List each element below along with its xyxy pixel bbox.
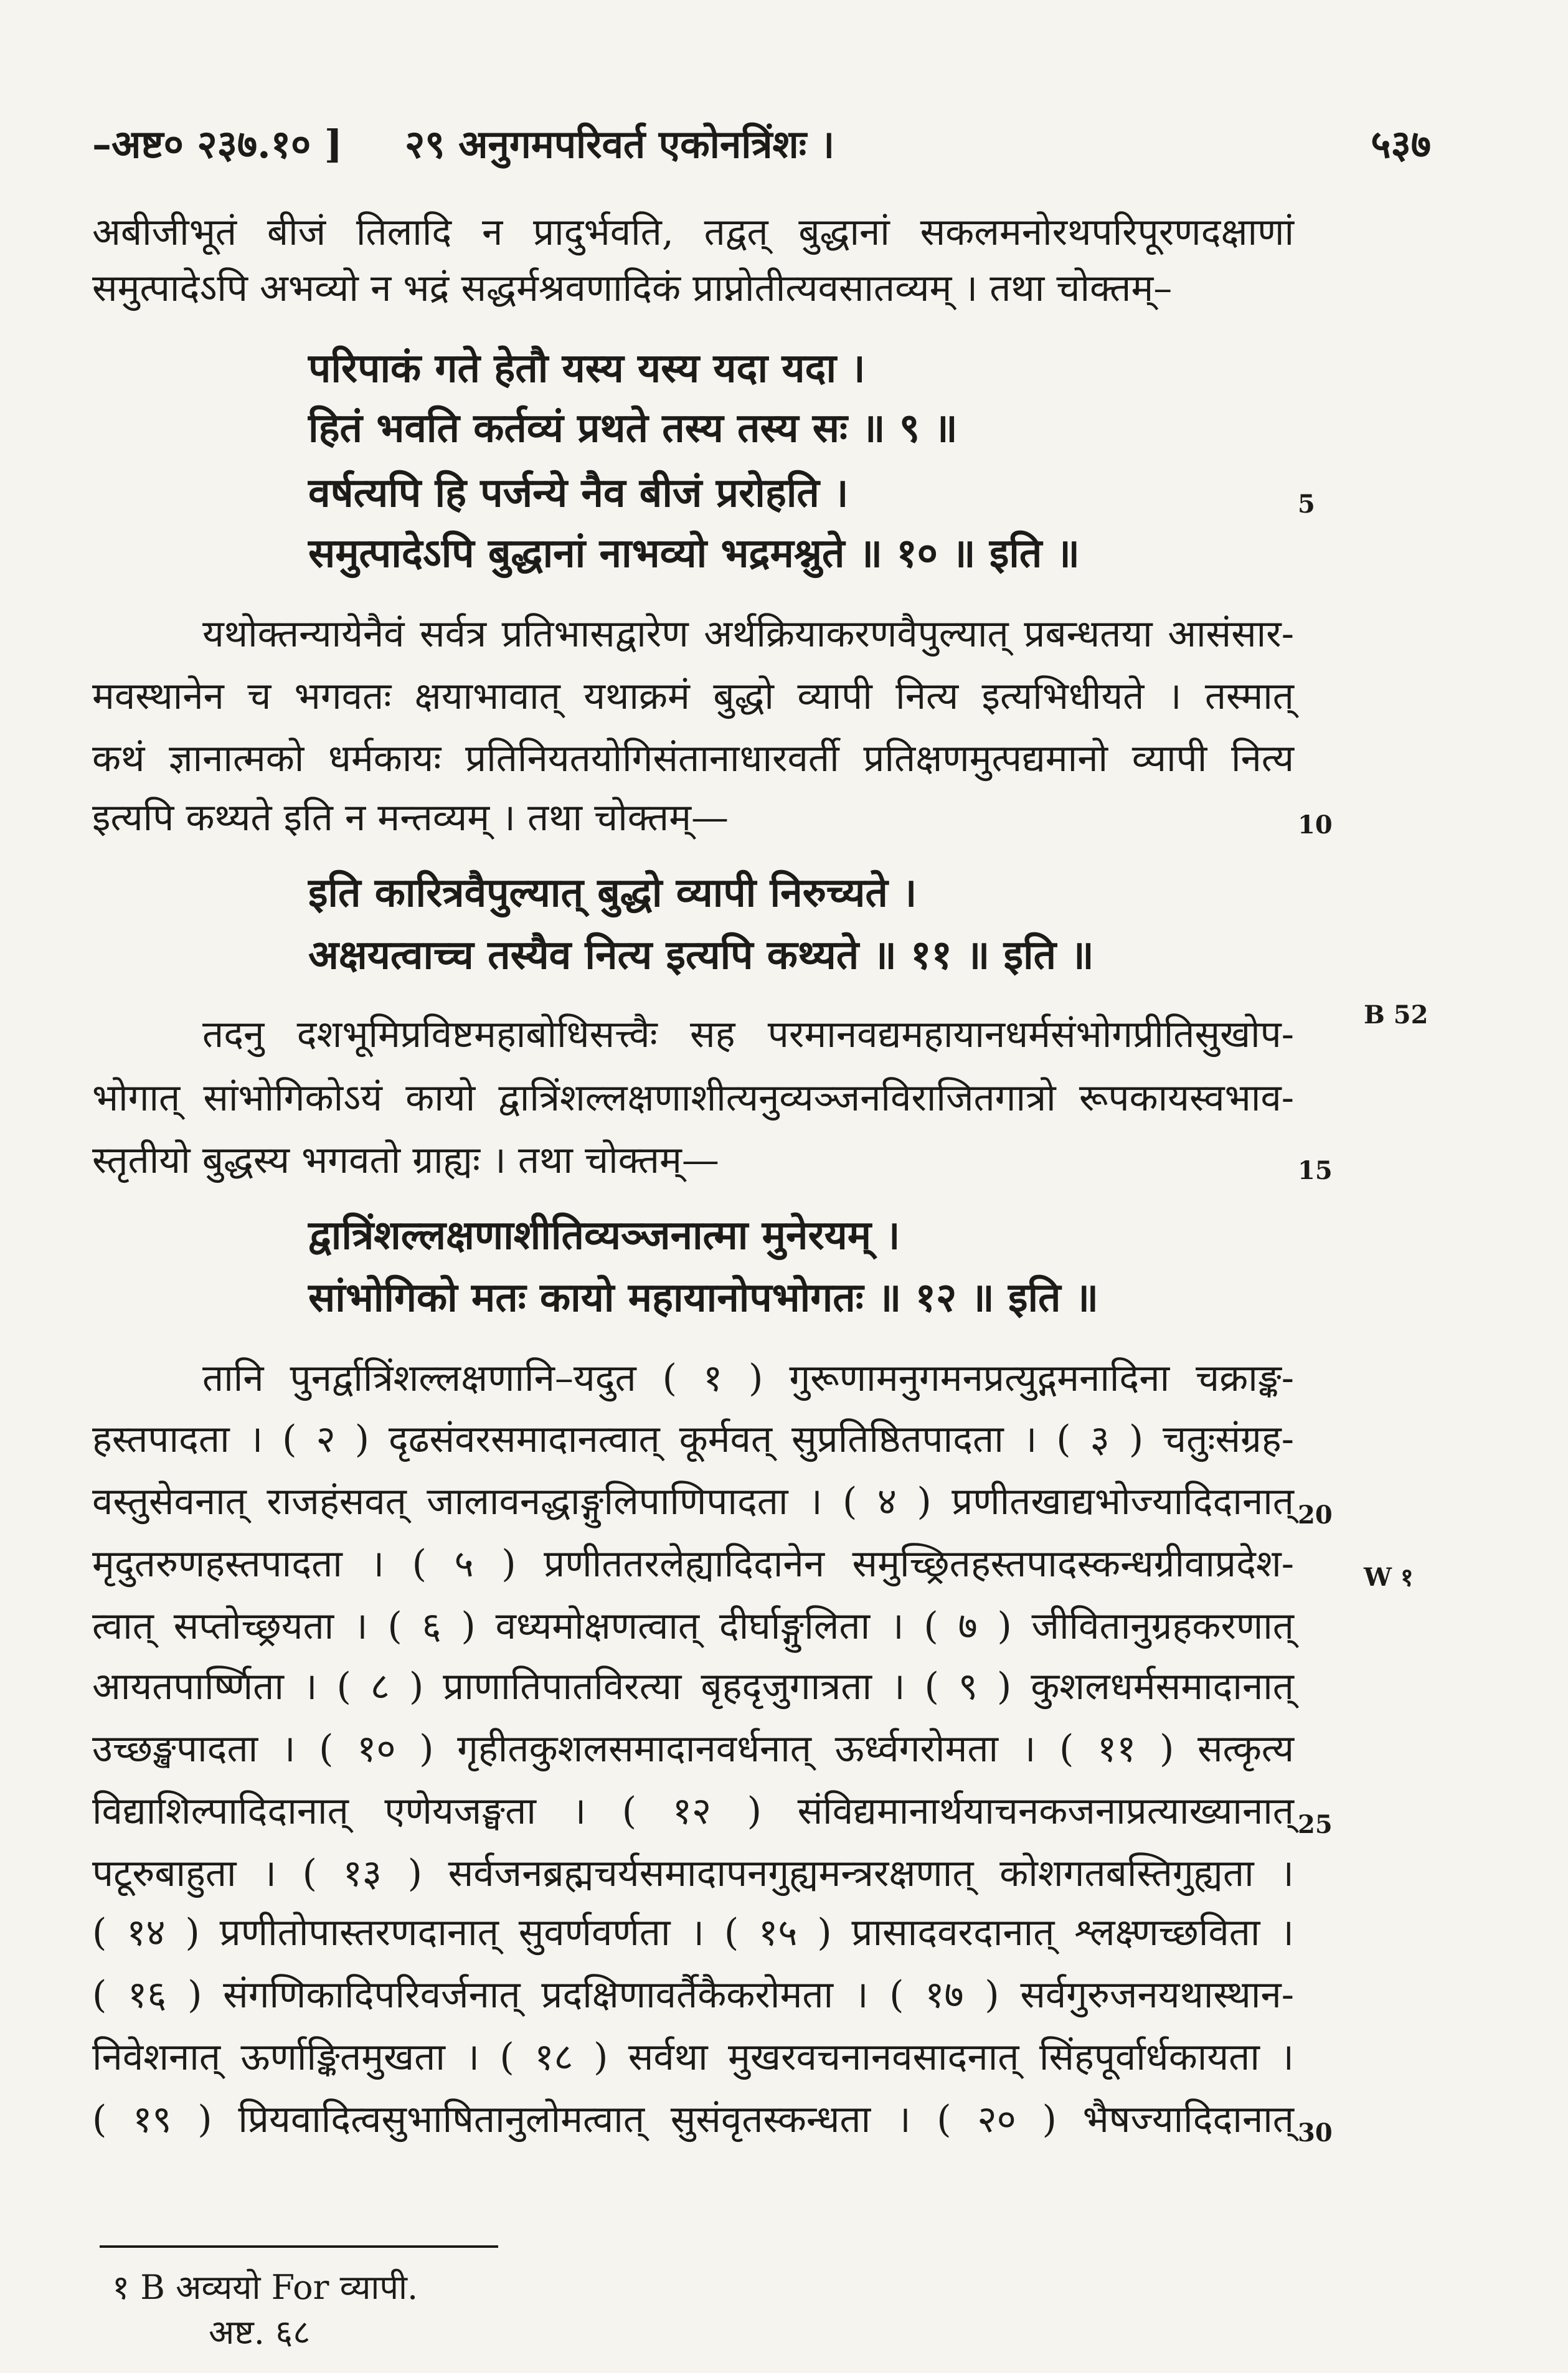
para4-line11: ( १६ ) संगणिकादिपरिवर्जनात् प्रदक्षिणावर्तैकैकरोमता । ( १७ ) सर्वगुरुजनयथास्थान- bbox=[92, 1973, 1294, 2017]
margin-line-number: 5 bbox=[1298, 490, 1315, 519]
verse1-line1: परिपाकं गते हेतौ यस्य यस्य यदा यदा । bbox=[308, 345, 866, 392]
para1-line2: समुत्पादेऽपि अभव्यो न भद्रं सद्धर्मश्रवणादिकं प्राप्नोतीत्यवसातव्यम् । तथा चोक्तम्– bbox=[92, 267, 1173, 310]
margin-line-number: 25 bbox=[1298, 1810, 1333, 1839]
header-chapter-title: २९ अनुगमपरिवर्त एकोनत्रिंशः । bbox=[405, 121, 835, 167]
margin-line-number: 30 bbox=[1298, 2118, 1333, 2148]
verse3-line2: सांभोगिको मतः कायो महायानोपभोगतः ॥ १२ ॥ इति ॥ bbox=[308, 1274, 1099, 1321]
para2-line1: यथोक्तन्यायेनैवं सर्वत्र प्रतिभासद्वारेण अर्थक्रियाकरणवैपुल्यात् प्रबन्धतया आसंसार- bbox=[202, 612, 1294, 656]
para2-line3: कथं ज्ञानात्मको धर्मकायः प्रतिनियतयोगिसंतानाधारवर्ती प्रतिक्षणमुत्पद्यमानो व्यापी नित्य bbox=[92, 737, 1294, 780]
para4-line13: ( १९ ) प्रियवादित्वसुभाषितानुलोमत्वात् सुसंवृतस्कन्धता । ( २० ) भैषज्यादिदानात् bbox=[92, 2098, 1294, 2141]
header-page-number: ५३७ bbox=[1371, 121, 1431, 167]
para4-line2: हस्तपादता । ( २ ) दृढसंवरसमादानत्वात् कूर्मवत् सुप्रतिष्ठितपादता । ( ३ ) चतुःसंग्रह- bbox=[92, 1418, 1294, 1461]
para4-line12: निवेशनात् ऊर्णाङ्कितमुखता । ( १८ ) सर्वथा मुखरवचनानवसादनात् सिंहपूर्वार्धकायता । bbox=[92, 2035, 1294, 2079]
verse1-line3: वर्षत्यपि हि पर्जन्ये नैव बीजं प्ररोहति । bbox=[308, 470, 849, 516]
side-ref-w1: W १ bbox=[1364, 1563, 1414, 1592]
verse1-line2: हितं भवति कर्तव्यं प्रथते तस्य तस्य सः ॥ ९ ॥ bbox=[308, 405, 958, 452]
footnote-rule bbox=[100, 2245, 498, 2248]
para4-line3: वस्तुसेवनात् राजहंसवत् जालावनद्धाङ्गुलिपाणिपादता । ( ४ ) प्रणीतखाद्यभोज्यादिदानात् bbox=[92, 1480, 1294, 1523]
footnote-line2: अष्ट. ६८ bbox=[209, 2313, 311, 2352]
para1-line1: अबीजीभूतं बीजं तिलादि न प्रादुर्भवति, तद्वत् बुद्धानां सकलमनोरथपरिपूरणदक्षाणां bbox=[92, 211, 1294, 254]
verse1-line4: समुत्पादेऽपि बुद्धानां नाभव्यो भद्रमश्नुते ॥ १० ॥ इति ॥ bbox=[308, 530, 1080, 577]
verse2-line2: अक्षयत्वाच्च तस्यैव नित्य इत्यपि कथ्यते ॥ ११ ॥ इति ॥ bbox=[308, 932, 1094, 978]
verse2-line1: इति कारित्रवैपुल्यात् बुद्धो व्यापी निरुच्यते । bbox=[308, 869, 917, 916]
para2-line2: मवस्थानेन च भगवतः क्षयाभावात् यथाक्रमं बुद्धो व्यापी नित्य इत्यभिधीयते । तस्मात् bbox=[92, 675, 1294, 718]
verse3-line1: द्वात्रिंशल्लक्षणाशीतिव्यञ्जनात्मा मुनेरयम् । bbox=[308, 1212, 900, 1259]
footnote-line1: १ B अव्ययो For व्यापी. bbox=[112, 2268, 418, 2307]
para4-line1: तानि पुनर्द्वात्रिंशल्लक्षणानि–यदुत ( १ ) गुरूणामनुगमनप्रत्युद्गमनादिना चक्राङ्क- bbox=[202, 1357, 1294, 1400]
para4-line7: उच्छङ्खपादता । ( १० ) गृहीतकुशलसमादानवर्धनात् ऊर्ध्वगरोमता । ( ११ ) सत्कृत्य bbox=[92, 1727, 1294, 1771]
para4-line4: मृदुतरुणहस्तपादता । ( ५ ) प्रणीततरलेह्यादिदानेन समुच्छ्रितहस्तपादस्कन्धग्रीवाप्रदेश- bbox=[92, 1542, 1294, 1586]
para3-line2: भोगात् सांभोगिकोऽयं कायो द्वात्रिंशल्लक्षणाशीत्यनुव्यञ्जनविराजितगात्रो रूपकायस्वभाव- bbox=[92, 1076, 1294, 1120]
para4-line6: आयतपार्ष्णिता । ( ८ ) प्राणातिपातविरत्या बृहदृजुगात्रता । ( ९ ) कुशलधर्मसमादानात् bbox=[92, 1665, 1294, 1708]
margin-line-number: 10 bbox=[1298, 810, 1333, 840]
para4-line10: ( १४ ) प्रणीतोपास्तरणदानात् सुवर्णवर्णता । ( १५ ) प्रासादवरदानात् श्लक्ष्णच्छविता । bbox=[92, 1911, 1294, 1954]
para4-line9: पटूरुबाहुता । ( १३ ) सर्वजनब्रह्मचर्यसमादापनगुह्यमन्त्ररक्षणात् कोशगतबस्तिगुह्यता । bbox=[92, 1852, 1294, 1895]
header-verse-ref: –अष्ट० २३७.१० ] bbox=[92, 121, 343, 167]
para3-line1: तदनु दशभूमिप्रविष्टमहाबोधिसत्त्वैः सह परमानवद्यमहायानधर्मसंभोगप्रीतिसुखोप- bbox=[202, 1013, 1294, 1056]
para4-line8: विद्याशिल्पादिदानात् एणेयजङ्घता । ( १२ ) संविद्यमानार्थयाचनकजनाप्रत्याख्यानात् bbox=[92, 1789, 1294, 1833]
para4-line5: त्वात् सप्तोच्छ्रयता । ( ६ ) वध्यमोक्षणत्वात् दीर्घाङ्गुलिता । ( ७ ) जीवितानुग्रहकरणात् bbox=[92, 1604, 1294, 1648]
margin-line-number: 15 bbox=[1298, 1156, 1333, 1185]
para2-line4: इत्यपि कथ्यते इति न मन्तव्यम् । तथा चोक्तम्— bbox=[92, 796, 729, 840]
side-ref-b52: B 52 bbox=[1364, 1000, 1429, 1030]
para3-line3: स्तृतीयो बुद्धस्य भगवतो ग्राह्यः । तथा चोक्तम्— bbox=[92, 1139, 719, 1182]
margin-line-number: 20 bbox=[1298, 1500, 1333, 1530]
